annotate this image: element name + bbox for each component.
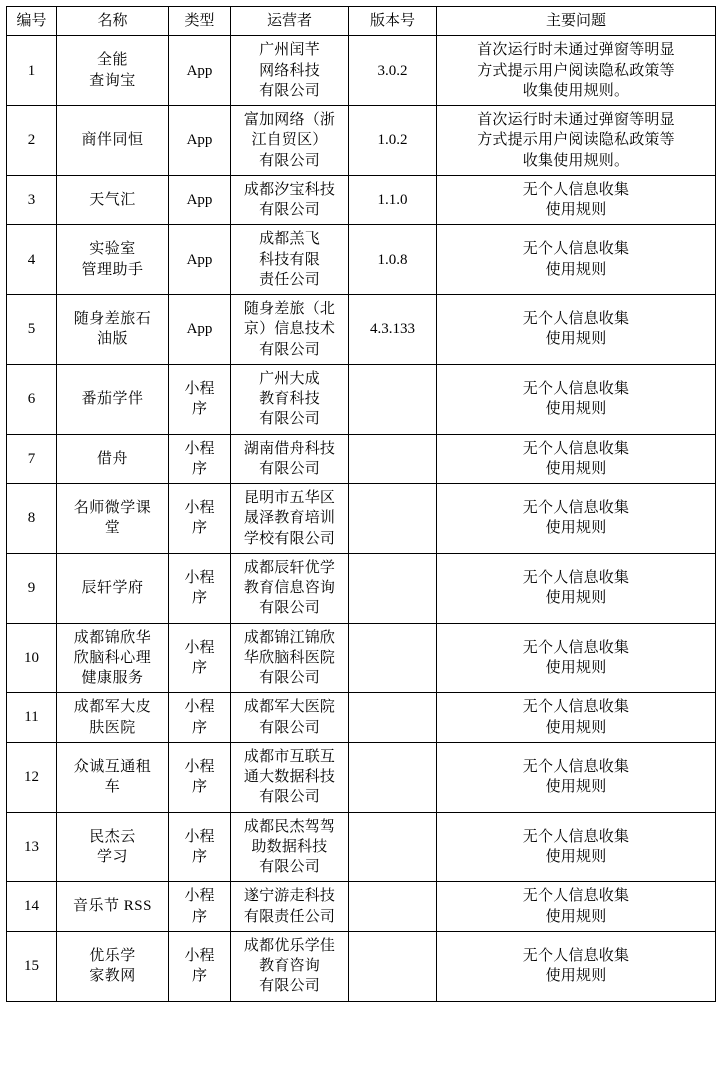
cell-type: 小程 序 xyxy=(169,931,231,1001)
cell-no: 2 xyxy=(7,106,57,176)
cell-type: 小程 序 xyxy=(169,434,231,484)
cell-issue: 首次运行时未通过弹窗等明显 方式提示用户阅读隐私政策等 收集使用规则。 xyxy=(437,36,716,106)
cell-name: 实验室 管理助手 xyxy=(57,225,169,295)
cell-operator: 湖南借舟科技 有限公司 xyxy=(231,434,349,484)
cell-no: 8 xyxy=(7,484,57,554)
cell-operator: 遂宁游走科技 有限责任公司 xyxy=(231,882,349,932)
cell-operator: 广州大成 教育科技 有限公司 xyxy=(231,364,349,434)
cell-name: 随身差旅石 油版 xyxy=(57,295,169,365)
cell-type: 小程 序 xyxy=(169,693,231,743)
cell-issue: 无个人信息收集 使用规则 xyxy=(437,623,716,693)
cell-no: 13 xyxy=(7,812,57,882)
cell-name: 番茄学伴 xyxy=(57,364,169,434)
cell-no: 7 xyxy=(7,434,57,484)
cell-version: 4.3.133 xyxy=(349,295,437,365)
cell-operator: 广州闰芊 网络科技 有限公司 xyxy=(231,36,349,106)
cell-issue: 无个人信息收集 使用规则 xyxy=(437,295,716,365)
cell-operator: 成都军大医院 有限公司 xyxy=(231,693,349,743)
table-row xyxy=(7,623,716,693)
cell-version xyxy=(349,693,437,743)
cell-type: 小程 序 xyxy=(169,812,231,882)
cell-name: 优乐学 家教网 xyxy=(57,931,169,1001)
cell-version: 1.1.0 xyxy=(349,175,437,225)
cell-version xyxy=(349,931,437,1001)
column-header-operator: 运营者 xyxy=(231,7,349,36)
cell-version xyxy=(349,484,437,554)
table-header xyxy=(7,7,716,36)
table-row xyxy=(7,931,716,1001)
table-row xyxy=(7,175,716,225)
cell-issue: 无个人信息收集 使用规则 xyxy=(437,225,716,295)
cell-version: 1.0.8 xyxy=(349,225,437,295)
cell-operator: 随身差旅（北 京）信息技术 有限公司 xyxy=(231,295,349,365)
violation-report-table xyxy=(6,6,716,1002)
column-header-issue: 主要问题 xyxy=(437,7,716,36)
cell-type: App xyxy=(169,106,231,176)
table-header-row xyxy=(7,7,716,36)
cell-name: 成都军大皮 肤医院 xyxy=(57,693,169,743)
cell-type: 小程 序 xyxy=(169,742,231,812)
cell-name: 商伴同恒 xyxy=(57,106,169,176)
table-row xyxy=(7,295,716,365)
cell-no: 14 xyxy=(7,882,57,932)
cell-version xyxy=(349,882,437,932)
cell-operator: 富加网络（浙 江自贸区） 有限公司 xyxy=(231,106,349,176)
cell-name: 民杰云 学习 xyxy=(57,812,169,882)
cell-type: 小程 序 xyxy=(169,882,231,932)
cell-operator: 成都辰轩优学 教育信息咨询 有限公司 xyxy=(231,553,349,623)
table-row xyxy=(7,812,716,882)
column-header-version: 版本号 xyxy=(349,7,437,36)
cell-no: 9 xyxy=(7,553,57,623)
cell-name: 名师微学课 堂 xyxy=(57,484,169,554)
table-row xyxy=(7,36,716,106)
cell-operator: 昆明市五华区 晟泽教育培训 学校有限公司 xyxy=(231,484,349,554)
cell-operator: 成都锦江锦欣 华欣脑科医院 有限公司 xyxy=(231,623,349,693)
table-row xyxy=(7,434,716,484)
cell-no: 1 xyxy=(7,36,57,106)
cell-issue: 无个人信息收集 使用规则 xyxy=(437,175,716,225)
table-row xyxy=(7,693,716,743)
cell-issue: 无个人信息收集 使用规则 xyxy=(437,553,716,623)
cell-type: 小程 序 xyxy=(169,623,231,693)
cell-name: 全能 查询宝 xyxy=(57,36,169,106)
cell-issue: 无个人信息收集 使用规则 xyxy=(437,434,716,484)
cell-no: 4 xyxy=(7,225,57,295)
cell-version xyxy=(349,742,437,812)
cell-no: 3 xyxy=(7,175,57,225)
table-row xyxy=(7,364,716,434)
cell-name: 天气汇 xyxy=(57,175,169,225)
cell-version xyxy=(349,623,437,693)
cell-name: 音乐节 RSS xyxy=(57,882,169,932)
cell-type: App xyxy=(169,295,231,365)
column-header-name: 名称 xyxy=(57,7,169,36)
cell-operator: 成都优乐学佳 教育咨询 有限公司 xyxy=(231,931,349,1001)
cell-issue: 无个人信息收集 使用规则 xyxy=(437,931,716,1001)
cell-version xyxy=(349,812,437,882)
table-row xyxy=(7,553,716,623)
cell-name: 众诚互通租 车 xyxy=(57,742,169,812)
cell-no: 11 xyxy=(7,693,57,743)
cell-version xyxy=(349,364,437,434)
cell-issue: 无个人信息收集 使用规则 xyxy=(437,882,716,932)
table-row xyxy=(7,106,716,176)
table-row xyxy=(7,225,716,295)
cell-type: App xyxy=(169,175,231,225)
cell-operator: 成都民杰驾驾 助数据科技 有限公司 xyxy=(231,812,349,882)
cell-issue: 无个人信息收集 使用规则 xyxy=(437,742,716,812)
cell-version: 3.0.2 xyxy=(349,36,437,106)
cell-name: 借舟 xyxy=(57,434,169,484)
cell-no: 5 xyxy=(7,295,57,365)
cell-issue: 首次运行时未通过弹窗等明显 方式提示用户阅读隐私政策等 收集使用规则。 xyxy=(437,106,716,176)
cell-no: 10 xyxy=(7,623,57,693)
table-row xyxy=(7,882,716,932)
cell-issue: 无个人信息收集 使用规则 xyxy=(437,484,716,554)
cell-name: 辰轩学府 xyxy=(57,553,169,623)
cell-issue: 无个人信息收集 使用规则 xyxy=(437,693,716,743)
cell-type: 小程 序 xyxy=(169,484,231,554)
cell-issue: 无个人信息收集 使用规则 xyxy=(437,812,716,882)
column-header-no: 编号 xyxy=(7,7,57,36)
cell-type: 小程 序 xyxy=(169,364,231,434)
cell-version xyxy=(349,553,437,623)
cell-issue: 无个人信息收集 使用规则 xyxy=(437,364,716,434)
cell-operator: 成都市互联互 通大数据科技 有限公司 xyxy=(231,742,349,812)
cell-no: 12 xyxy=(7,742,57,812)
cell-operator: 成都羔飞 科技有限 责任公司 xyxy=(231,225,349,295)
table-row xyxy=(7,742,716,812)
cell-version xyxy=(349,434,437,484)
cell-no: 6 xyxy=(7,364,57,434)
cell-type: App xyxy=(169,225,231,295)
cell-operator: 成都汐宝科技 有限公司 xyxy=(231,175,349,225)
cell-no: 15 xyxy=(7,931,57,1001)
column-header-type: 类型 xyxy=(169,7,231,36)
cell-type: 小程 序 xyxy=(169,553,231,623)
cell-name: 成都锦欣华 欣脑科心理 健康服务 xyxy=(57,623,169,693)
table-row xyxy=(7,484,716,554)
cell-version: 1.0.2 xyxy=(349,106,437,176)
table-body xyxy=(7,36,716,1001)
cell-type: App xyxy=(169,36,231,106)
